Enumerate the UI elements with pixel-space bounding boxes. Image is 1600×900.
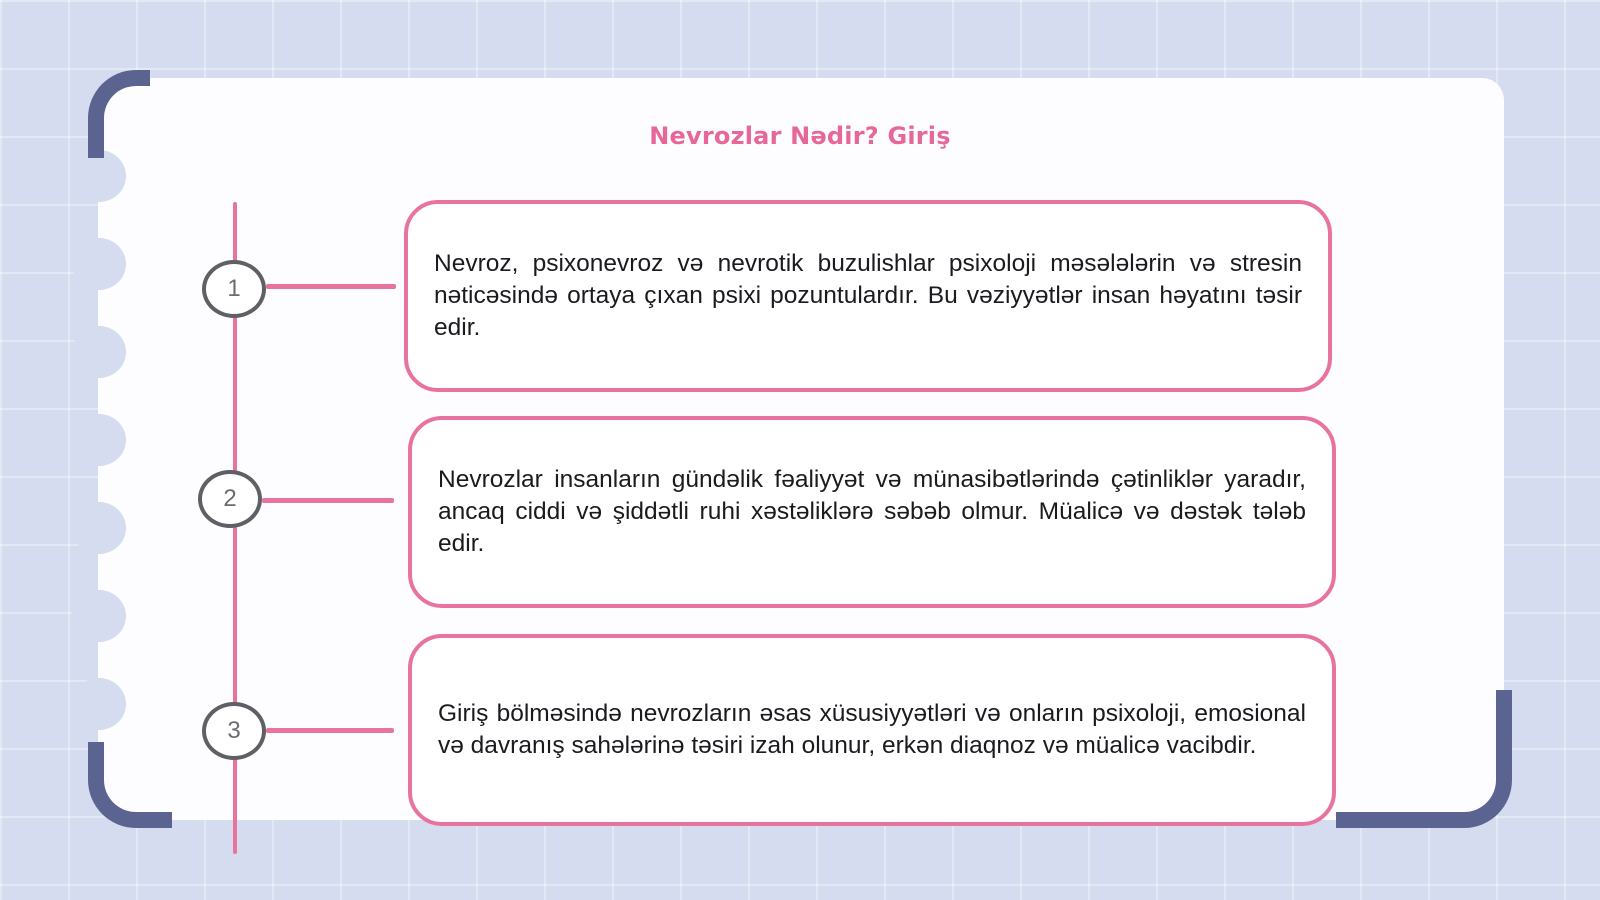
paper-notch: [72, 590, 126, 642]
timeline-card: [408, 416, 1336, 608]
paper-notch: [72, 326, 126, 378]
step-number-circle: 2: [198, 470, 262, 528]
timeline-card-text: Nevroz, psixonevroz və nevrotik buzulishlar psixoloji məsələlərin və stresin nəticəsində ortaya çıxan psixi pozuntulardır. Bu vəziyyətlər insan həyatını təsir edir.: [434, 250, 1302, 341]
paper-notch: [72, 414, 126, 466]
corner-bracket-bottom-left: [88, 742, 172, 828]
step-number-circle: 3: [202, 702, 266, 760]
timeline-connector: [266, 728, 394, 733]
paper-notch: [72, 678, 126, 730]
timeline-connector: [262, 498, 394, 503]
paper-notch: [72, 502, 126, 554]
timeline-card-text: Giriş bölməsində nevrozların əsas xüsusiyyətləri və onların psixoloji, emosional və davranış sahələrinə təsiri izah olunur, erkən diaqnoz və müalicə vacibdir.: [438, 700, 1306, 759]
step-number-circle: 1: [202, 260, 266, 318]
paper-notch: [72, 238, 126, 290]
corner-bracket-bottom-right: [1336, 690, 1512, 828]
timeline-connector: [266, 284, 396, 289]
timeline-card: [408, 634, 1336, 826]
timeline-card-text: Nevrozlar insanların gündəlik fəaliyyət və münasibətlərində çətinliklər yaradır, ancaq ciddi və şiddətli ruhi xəstəliklərə səbəb olmur. Müalicə və dəstək tələb edir.: [438, 466, 1306, 557]
timeline-card: [404, 200, 1332, 392]
slide-title: Nevrozlar Nədir? Giriş: [649, 122, 951, 150]
